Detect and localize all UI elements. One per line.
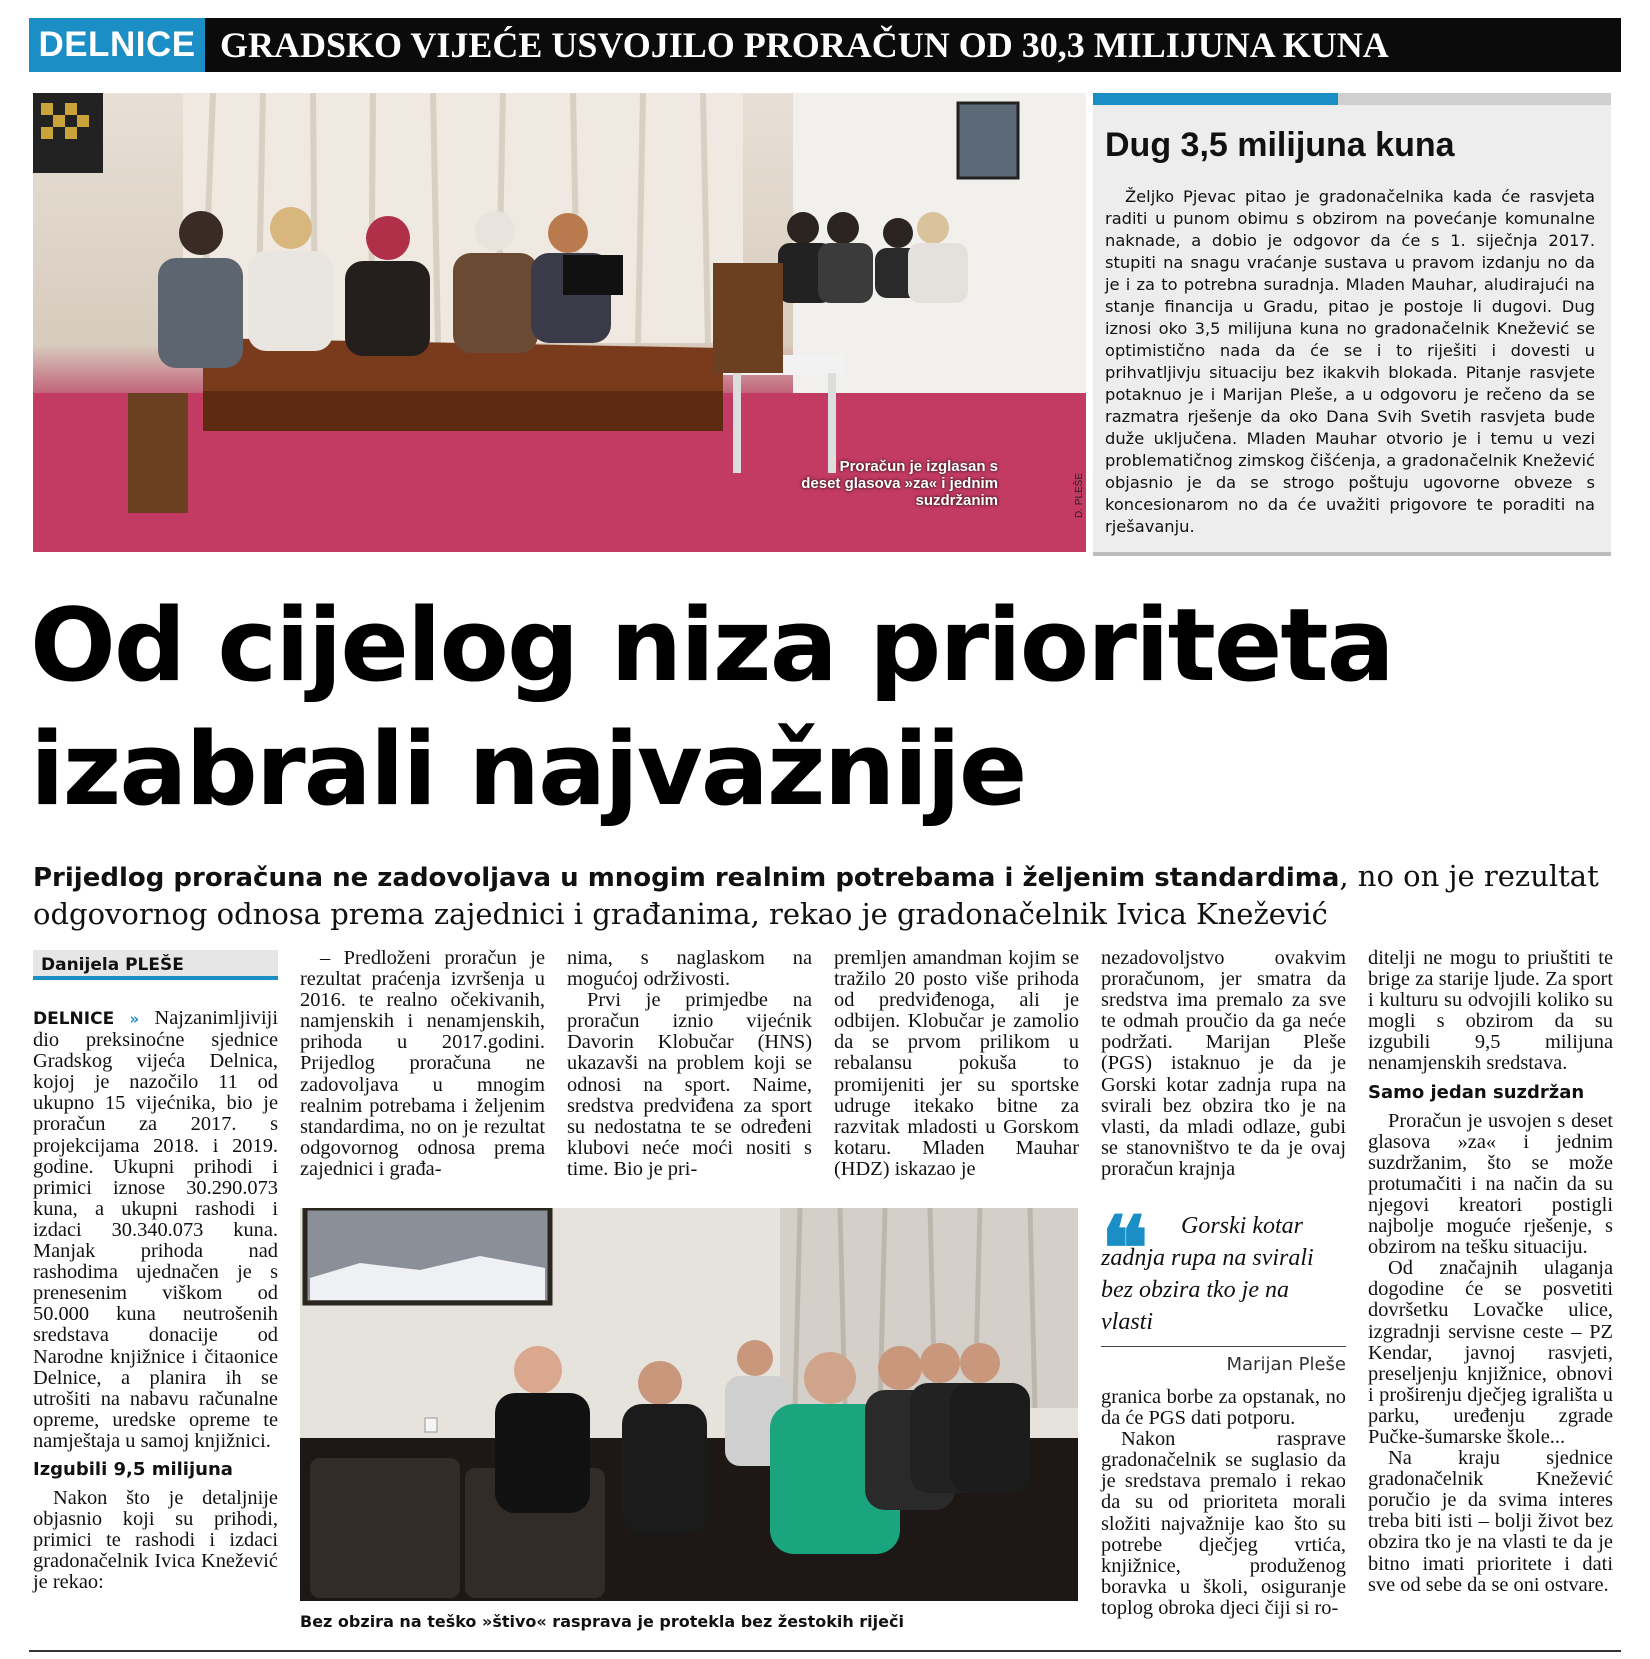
photo-caption-top: Proračun je izglasan s deset glasova »za« i jednim suzdržanim — [801, 458, 998, 509]
photo-credit: D. PLEŠE — [1074, 472, 1085, 518]
page-bottom-rule — [29, 1650, 1621, 1652]
paragraph: Na kraju sjednice gradonačelnik Knežević poručio je da svima interes treba biti isti – bolji život bez obzira tko je na vlasti te da je bitno imati prioritete i dati sve od sebe da se oni ostvare. — [1368, 1447, 1613, 1596]
paragraph: Od značajnih ulaganja dogodine će se posvetiti dovršetku Lovačke ulice, izgradnji servisne ceste – PZ Kendar, javnoj rasvjeti, preseljenju knjižnice, obnovi i proširenju dječjeg igrališta u parku, uređenju zgrade Pučke-šumarske škole... — [1368, 1257, 1613, 1448]
photo-caption-bottom: Bez obzira na teško »štivo« rasprava je protekla bez žestokih riječi — [300, 1612, 904, 1631]
paragraph: Prvi je primjedbe na proračun iznio vijećnik Davorin Klobučar (HNS) ukazavši na problem koji se odnosi na sport. Naime, sredstva predviđena za sport su nedostatna te se određeni klubovi neće moći nositi s time. Bio je pri- — [567, 989, 812, 1180]
lede — [33, 858, 1623, 932]
section-tag: DELNICE — [29, 18, 205, 72]
lede-bold: Prijedlog proračuna ne zadovoljava u mnogim realnim potrebama i željenim standardima — [33, 863, 1340, 893]
paragraph: Nakon što je detaljnije objasnio koji su prihodi, primici te rashodi i izdaci gradonačelnik Ivica Knežević je rekao: — [33, 1486, 278, 1594]
pull-quote-author: Marijan Pleše — [1226, 1354, 1346, 1375]
paragraph: – Predloženi proračun je rezultat praćenja izvršenja u 2016. te realno očekivanih, namjenskih i nenamjenskih, prihoda u 2017.godini. Prijedlog proračuna ne zadovoljava u mnogim realnim potrebama i željenim standardima, no on je rezultat odgovornog odnosa prema zajednici i građa- — [300, 947, 545, 1180]
kicker-title: GRADSKO VIJEĆE USVOJILO PRORAČUN OD 30,3 MILIJUNA KUNA — [220, 25, 1389, 65]
lede-rest: , no on je rezultat odgovornog odnosa prema zajednici i građanima, rekao je gradonačelnik Ivica Knežević — [33, 859, 1599, 931]
article-column-6 — [1368, 948, 1613, 1596]
paragraph: Proračun je usvojen s deset glasova »za« i jednim suzdržanim, što se može protumačiti i na način da su njegovi kreatori postigli najbolje moguće rješenje, s obzirom na tešku situaciju. — [1368, 1109, 1613, 1259]
paragraph: ditelji ne mogu to priuštiti te brige za starije ljude. Za sport i kulturu su odvojili koliko su mogli s obzirom da su izgubili 9,5 milijuna nenamjenskih sredstava. — [1368, 947, 1613, 1075]
paragraph: nima, s naglaskom na mogućoj održivosti. — [567, 947, 812, 991]
paragraph: granica borbe za opstanak, no da će PGS dati potporu. — [1101, 1386, 1346, 1430]
article-column-5-continued — [1101, 1387, 1346, 1619]
article-column-5 — [1101, 948, 1346, 1180]
audience-illustration — [300, 1208, 1078, 1601]
dateline: DELNICE — [33, 1009, 115, 1029]
paragraph: premljen amandman kojim se tražilo 20 posto više prihoda od predviđenoga, ali je odbijen. Klobučar je zamolio da se prvom prilikom u rebalansu pokuša to promijeniti jer su sportske udruge itekako bitne za razvitak mladosti u Gorskom kotaru. Mladen Mauhar (HDZ) iskazao je — [834, 947, 1079, 1180]
audience-photo — [300, 1208, 1078, 1601]
dateline-arrow-icon: » — [129, 1010, 140, 1028]
main-headline: Od cijelog niza prioriteta izabrali najvažnije — [30, 586, 1393, 828]
article-column-1 — [33, 1008, 278, 1593]
article-column-2 — [300, 948, 545, 1180]
article-column-4 — [834, 948, 1079, 1180]
byline: Danijela PLEŠE — [33, 950, 278, 980]
subheading: Izgubili 9,5 milijuna — [33, 1458, 233, 1480]
sidebar-title: Dug 3,5 milijuna kuna — [1105, 126, 1455, 164]
article-column-3 — [567, 948, 812, 1180]
paragraph: Nakon rasprave gradonačelnik se suglasio da je sredstava premalo i rekao da su od prioriteta morali složiti najvažnije kao što su potrebe dječjeg vrtića, knjižnice, produženog boravka u školi, osiguranje toplog obroka djeci čiji si ro- — [1101, 1428, 1346, 1619]
paragraph: nezadovoljstvo ovakvim proračunom, jer smatra da sredstva ima premalo za sve te odmah proučio da ga neće podržati. Marijan Pleše (PGS) istaknuo je da je Gorski kotar zadnja rupa na svirali bez obzira tko je na vlasti, da mladi odlaze, gubi se stanovništvo te da je ovaj proračun krajnja — [1101, 947, 1346, 1180]
quote-icon: ❝ — [1101, 1196, 1149, 1300]
pull-quote: Gorski kotar zadnja rupa na svirali bez obzira tko je na vlasti — [1101, 1213, 1314, 1335]
paragraph: Najzanimljiviji dio preksinoćne sjednice Gradskog vijeća Delnica, kojoj je nazočilo 11 od ukupno 15 vijećnika, bio je proračun za 2017. s projekcijama 2018. i 2019. godine. Ukupni prihodi i primici iznose 30.290.073 kuna, a ukupni rashodi i izdaci 30.340.073 kuna. Manjak prihoda nad rashodima ujednačen je s prenesenim viškom od 50.000 kuna neutrošenih sredstava donacije od Narodne knjižnice i čitaonice Delnice, a planira ih se utrošiti na nabavu računalne opreme, uredske opreme te namještaja u samoj knjižnici. — [33, 1007, 278, 1452]
subheading: Samo jedan suzdržan — [1368, 1081, 1585, 1103]
sidebar-accent-bar — [1093, 93, 1338, 105]
sidebar-body: Željko Pjevac pitao je gradonačelnika kada će rasvjeta raditi u punom obimu s obzirom na povećanje komunalne naknade, a dobio je odgovor da će s 1. siječnja 2017. stupiti na snagu vraćanje sustava u pravom izdanju no da je i za to potrebna suradnja. Mladen Mauhar, aludirajući na stanje financija u Gradu, pitao je postoje li dugovi. Dug iznosi oko 3,5 milijuna kuna no gradonačelnik Knežević se optimistično nada da će se i to riješiti i dovesti u prihvatljivju situaciju bez ikakvih blokada. Pitanje rasvjete potaknuo je i Marijan Pleše, a u odgovoru je rečeno da se razmatra rješenje da oko Dana Svih Svetih rasvjeta bude duže uključena. Mladen Mauhar otvorio je i temu u vezi problematičnog zimskog čišćenja, a gradonačelnik Knežević objasnio je da se strogo poštuju ugovorne obveze s koncesionarom no da će uvažiti prigovore te poraditi na rješavanju. — [1105, 187, 1595, 536]
pull-quote-rule — [1101, 1346, 1346, 1347]
